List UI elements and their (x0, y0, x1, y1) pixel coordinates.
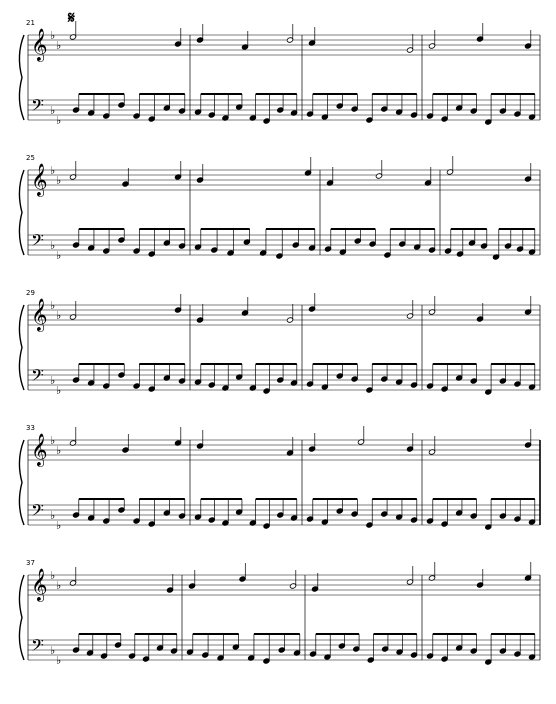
system-0-bass-clef: 𝄢 (31, 95, 44, 119)
system-1-treble-clef: 𝄞 (31, 163, 48, 196)
system-2-treble-clef: 𝄞 (31, 298, 48, 331)
system-0-treble-key-flat: ♭ (56, 39, 62, 52)
system-0-measure-number: 21 (26, 19, 35, 27)
system-1-bass-clef: 𝄢 (31, 230, 44, 254)
system-0-treble-clef: 𝄞 (31, 28, 48, 61)
system-4-bass-key-flat: ♭ (56, 654, 62, 667)
system-3-treble-key-flat: ♭ (50, 434, 56, 447)
system-3-bass-clef: 𝄢 (31, 500, 44, 524)
system-3-treble-key-flat: ♭ (56, 444, 62, 457)
system-2-brace (19, 305, 24, 390)
system-2-bass-key-flat: ♭ (56, 384, 62, 397)
system-2-bass-clef: 𝄢 (31, 365, 44, 389)
system-4-bass-key-flat: ♭ (50, 644, 56, 657)
system-4-brace (19, 575, 24, 660)
system-3-bass-key-flat: ♭ (56, 519, 62, 532)
system-1-brace (19, 170, 24, 255)
system-1-bass-key-flat: ♭ (56, 249, 62, 262)
system-0-bass-key-flat: ♭ (50, 104, 56, 117)
system-0-bass-key-flat: ♭ (56, 114, 62, 127)
system-3-bass-key-flat: ♭ (50, 509, 56, 522)
system-4-treble-key-flat: ♭ (50, 569, 56, 582)
system-1-treble-key-flat: ♭ (56, 174, 62, 187)
system-4-bass-clef: 𝄢 (31, 635, 44, 659)
system-3-brace (19, 440, 24, 525)
system-1-treble-key-flat: ♭ (50, 164, 56, 177)
system-1-bass-key-flat: ♭ (50, 239, 56, 252)
system-0-brace (19, 35, 24, 120)
system-3-treble-clef: 𝄞 (31, 433, 48, 466)
system-0-segno: 𝄋 (68, 8, 75, 27)
system-4-treble-key-flat: ♭ (56, 579, 62, 592)
system-4-treble-clef: 𝄞 (31, 568, 48, 601)
system-0-treble-key-flat: ♭ (50, 29, 56, 42)
system-4-measure-number: 37 (26, 559, 35, 567)
system-2-treble-key-flat: ♭ (56, 309, 62, 322)
system-1-measure-number: 25 (26, 154, 35, 162)
system-2-treble-key-flat: ♭ (50, 299, 56, 312)
system-3-measure-number: 33 (26, 424, 35, 432)
system-2-measure-number: 29 (26, 289, 35, 297)
system-2-bass-key-flat: ♭ (50, 374, 56, 387)
